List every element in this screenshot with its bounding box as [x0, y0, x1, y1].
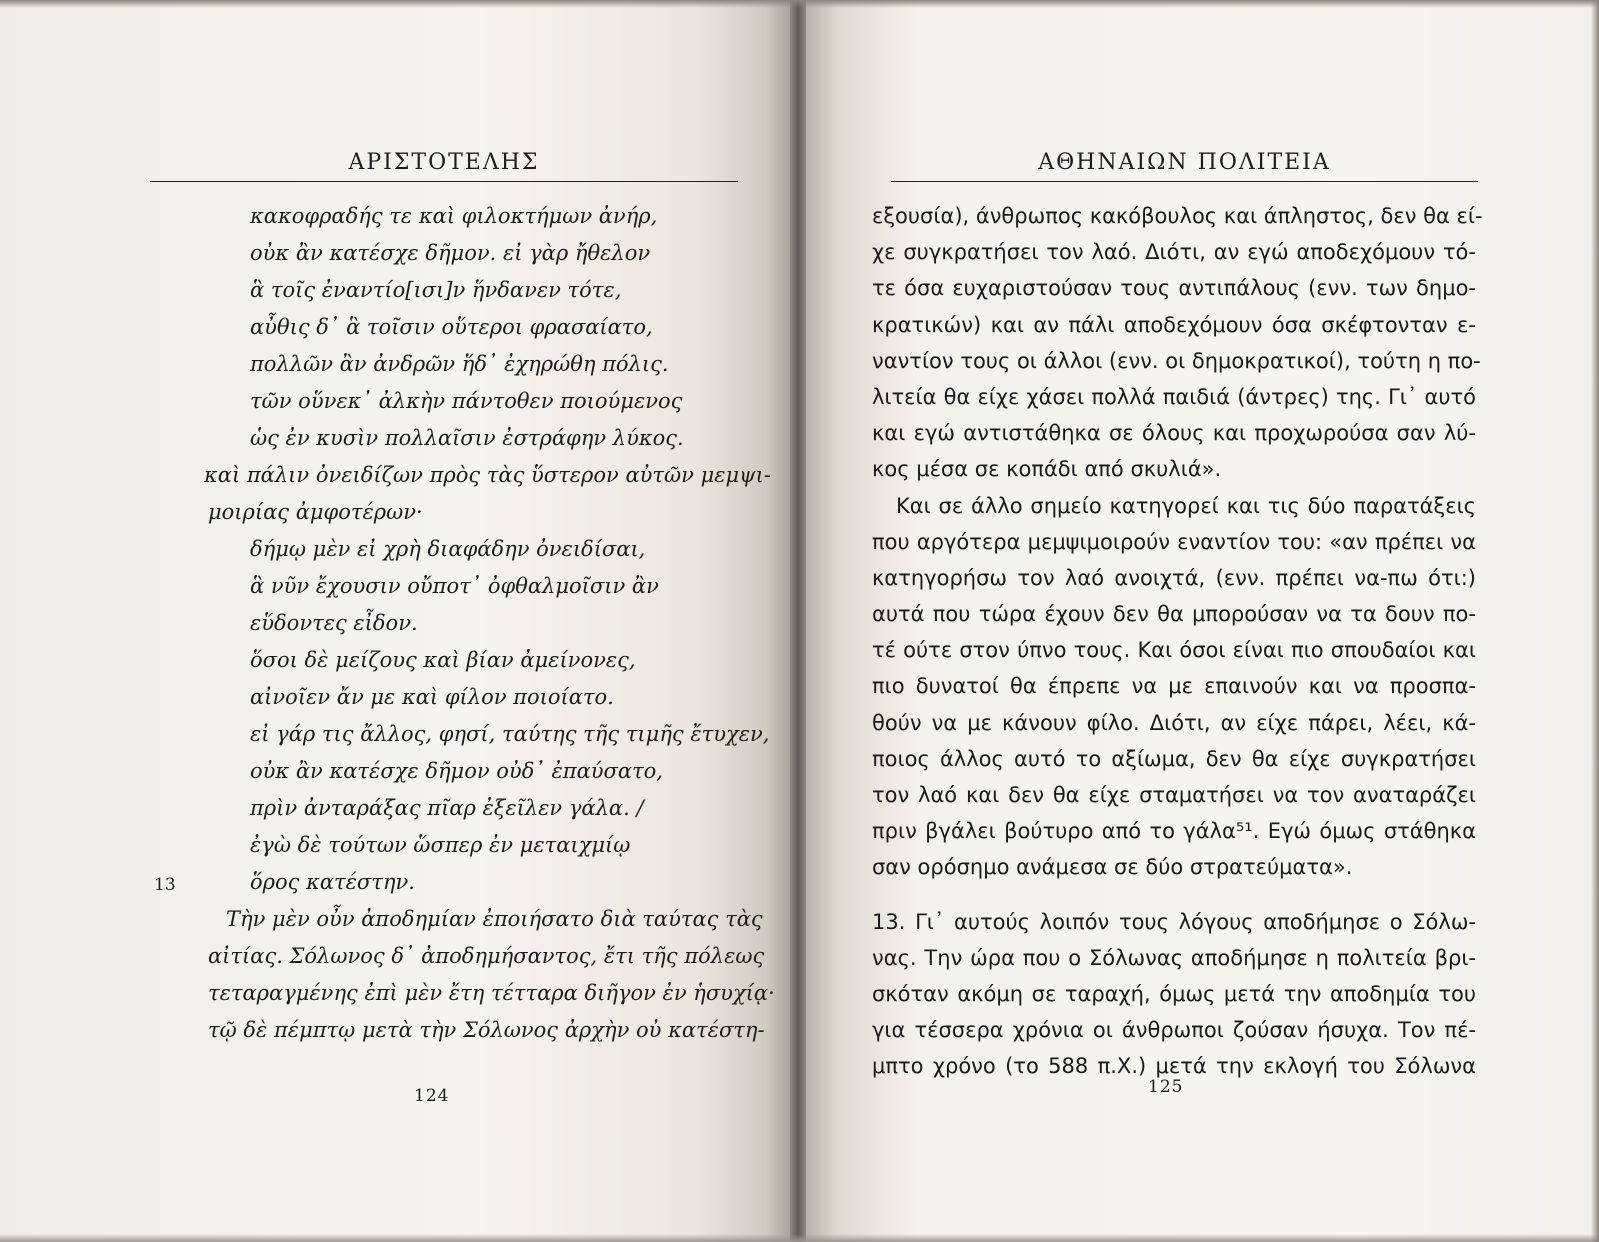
translation-line: αυτά που τώρα έχουν δεν θα μπορούσαν να τα δουν πο-	[872, 602, 1476, 627]
translation-line: κος μέσα σε κοπάδι από σκυλιά».	[872, 457, 1222, 482]
greek-verse-line: κακοφραδής τε καὶ φιλοκτήμων ἀνήρ,	[250, 204, 658, 228]
greek-prose-line: μοιρίας ἀμφοτέρων·	[208, 500, 423, 524]
translation-line: κατηγορήσω τον λαό ανοιχτά, (ενν. πρέπει να-πω ότι:)	[872, 565, 1476, 590]
left-page-text	[204, 198, 775, 1049]
right-page-number: 125	[1148, 1077, 1184, 1097]
translation-line: χε συγκρατήσει τον λαό. Διότι, αν εγώ αποδεχόμουν τό-	[872, 240, 1476, 265]
left-page-number: 124	[414, 1086, 450, 1106]
translation-line: μπτο χρόνο (το 588 π.Χ.) μετά την εκλογή του Σόλωνα	[872, 1054, 1476, 1079]
translation-line: για τέσσερα χρόνια οι άνθρωποι ζούσαν ήσυχα. Τον πέ-	[872, 1018, 1476, 1043]
chapter-margin-number: 13	[154, 875, 176, 895]
greek-prose-line: τῷ δὲ πέμπτῳ μετὰ τὴν Σόλωνος ἀρχὴν οὐ κατέστη-	[208, 1018, 765, 1042]
greek-prose-line: Τὴν μὲν οὖν ἀποδημίαν ἐποιήσατο διὰ ταύτας τὰς	[226, 907, 763, 931]
greek-verse-line: εὕδοντες εἶδον.	[250, 611, 418, 635]
greek-verse-line: ἐγὼ δὲ τούτων ὥσπερ ἐν μεταιχμίῳ	[250, 833, 631, 857]
section-gap	[872, 886, 1476, 904]
top-edge-shadow	[0, 0, 1599, 8]
translation-line: πριν βγάλει βούτυρο από το γάλα⁵¹. Εγώ όμως στάθηκα	[872, 819, 1476, 844]
translation-line: 13. Γι᾽ αυτούς λοιπόν τους λόγους αποδήμησε ο Σόλω-	[872, 909, 1476, 934]
greek-verse-line: τῶν οὕνεκ᾽ ἀλκὴν πάντοθεν ποιούμενος	[250, 389, 683, 413]
translation-line: κρατικών) και αν πάλι αποδεχόμουν όσα σκέφτονταν ε-	[872, 312, 1476, 337]
left-running-head: ΑΡΙΣΤΟΤΕΛΗΣ	[150, 150, 738, 182]
translation-line: και εγώ αντιστάθηκα σε όλους και προχωρούσα σαν λύ-	[872, 421, 1476, 446]
right-running-head: ΑΘΗΝΑΙΩΝ ΠΟΛΙΤΕΙΑ	[891, 150, 1478, 182]
bottom-edge-shadow	[0, 1234, 1599, 1242]
greek-verse-line: πρὶν ἀνταράξας πῖαρ ἐξεῖλεν γάλα. /	[250, 796, 644, 820]
translation-line: τε όσα ευχαριστούσαν τους αντιπάλους (ενν. των δημο-	[872, 276, 1476, 301]
greek-verse-line: ὡς ἐν κυσὶν πολλαῖσιν ἐστράφην λύκος.	[250, 426, 684, 450]
translation-line: λιτεία θα είχε χάσει πολλά παιδιά (άντρες) της. Γι᾽ αυτό	[872, 384, 1476, 409]
right-edge-shadow	[1591, 0, 1599, 1242]
right-page-text	[872, 198, 1483, 1085]
greek-verse-line: οὐκ ἂν κατέσχε δῆμον οὐδ᾽ ἐπαύσατο,	[250, 759, 663, 783]
translation-line: ναντίον τους οι άλλοι (ενν. οι δημοκρατικοί), τούτη η πο-	[872, 348, 1481, 373]
greek-verse-line: εἰ γάρ τις ἄλλος, φησί, ταύτης τῆς τιμῆς ἔτυχεν,	[250, 722, 770, 746]
greek-verse-line: πολλῶν ἂν ἀνδρῶν ἥδ᾽ ἐχηρώθη πόλις.	[250, 352, 669, 376]
translation-line: νας. Την ώρα που ο Σόλωνας αποδήμησε η πολιτεία βρι-	[872, 945, 1476, 970]
greek-verse-line: ἃ τοῖς ἐναντίο[ισι]ν ἥνδανεν τότε,	[250, 278, 622, 302]
greek-verse-line: αὖθις δ᾽ ἃ τοῖσιν οὕτεροι φρασαίατο,	[250, 315, 653, 339]
translation-line: εξουσία), άνθρωπος κακόβουλος και άπληστος, δεν θα εί-	[872, 204, 1483, 228]
book-gutter	[790, 0, 806, 1242]
translation-line: που αργότερα μεμψιμοιρούν εναντίον του: «αν πρέπει να	[872, 529, 1476, 554]
greek-verse-line: ὅρος κατέστην.	[250, 870, 415, 894]
greek-prose-line: αἰτίας. Σόλωνος δ᾽ ἀποδημήσαντος, ἔτι τῆς πόλεως	[208, 944, 765, 968]
translation-line: τον λαό και δεν θα είχε σταματήσει να τον αναταράζει	[872, 783, 1476, 807]
translation-line: ποιος άλλος αυτό το αξίωμα, δεν θα είχε συγκρατήσει	[872, 746, 1476, 771]
translation-line: θούν να με κάνουν φίλο. Διότι, αν είχε πάρει, λέει, κά-	[872, 710, 1476, 735]
translation-line: τέ ούτε στον ύπνο τους. Και όσοι είναι πιο σπουδαίοι και	[872, 638, 1476, 663]
greek-verse-line: ἃ νῦν ἔχουσιν οὔποτ᾽ ὀφθαλμοῖσιν ἂν	[250, 574, 659, 598]
greek-verse-line: οὐκ ἂν κατέσχε δῆμον. εἰ γὰρ ἤθελον	[250, 241, 651, 265]
greek-verse-line: δήμῳ μὲν εἰ χρὴ διαφάδην ὀνειδίσαι,	[250, 537, 646, 561]
greek-prose-line: τεταραγμένης ἐπὶ μὲν ἔτη τέτταρα διῆγον ἐν ἡσυχίᾳ·	[208, 981, 775, 1005]
translation-line: Και σε άλλο σημείο κατηγορεί και τις δύο παρατάξεις	[896, 493, 1476, 518]
translation-line: πιο δυνατοί θα έπρεπε να με επαινούν και να προσπα-	[872, 674, 1476, 699]
greek-prose-line: καὶ πάλιν ὀνειδίζων πρὸς τὰς ὕστερον αὐτῶν μεμψι-	[204, 463, 771, 487]
greek-verse-line: ὅσοι δὲ μείζους καὶ βίαν ἀμείνονες,	[250, 648, 636, 672]
translation-line: σαν ορόσημο ανάμεσα σε δύο στρατεύματα».	[872, 855, 1353, 880]
greek-verse-line: αἰνοῖεν ἄν με καὶ φίλον ποιοίατο.	[250, 685, 614, 709]
translation-line: σκόταν ακόμη σε ταραχή, όμως μετά την αποδημία του	[872, 981, 1476, 1006]
